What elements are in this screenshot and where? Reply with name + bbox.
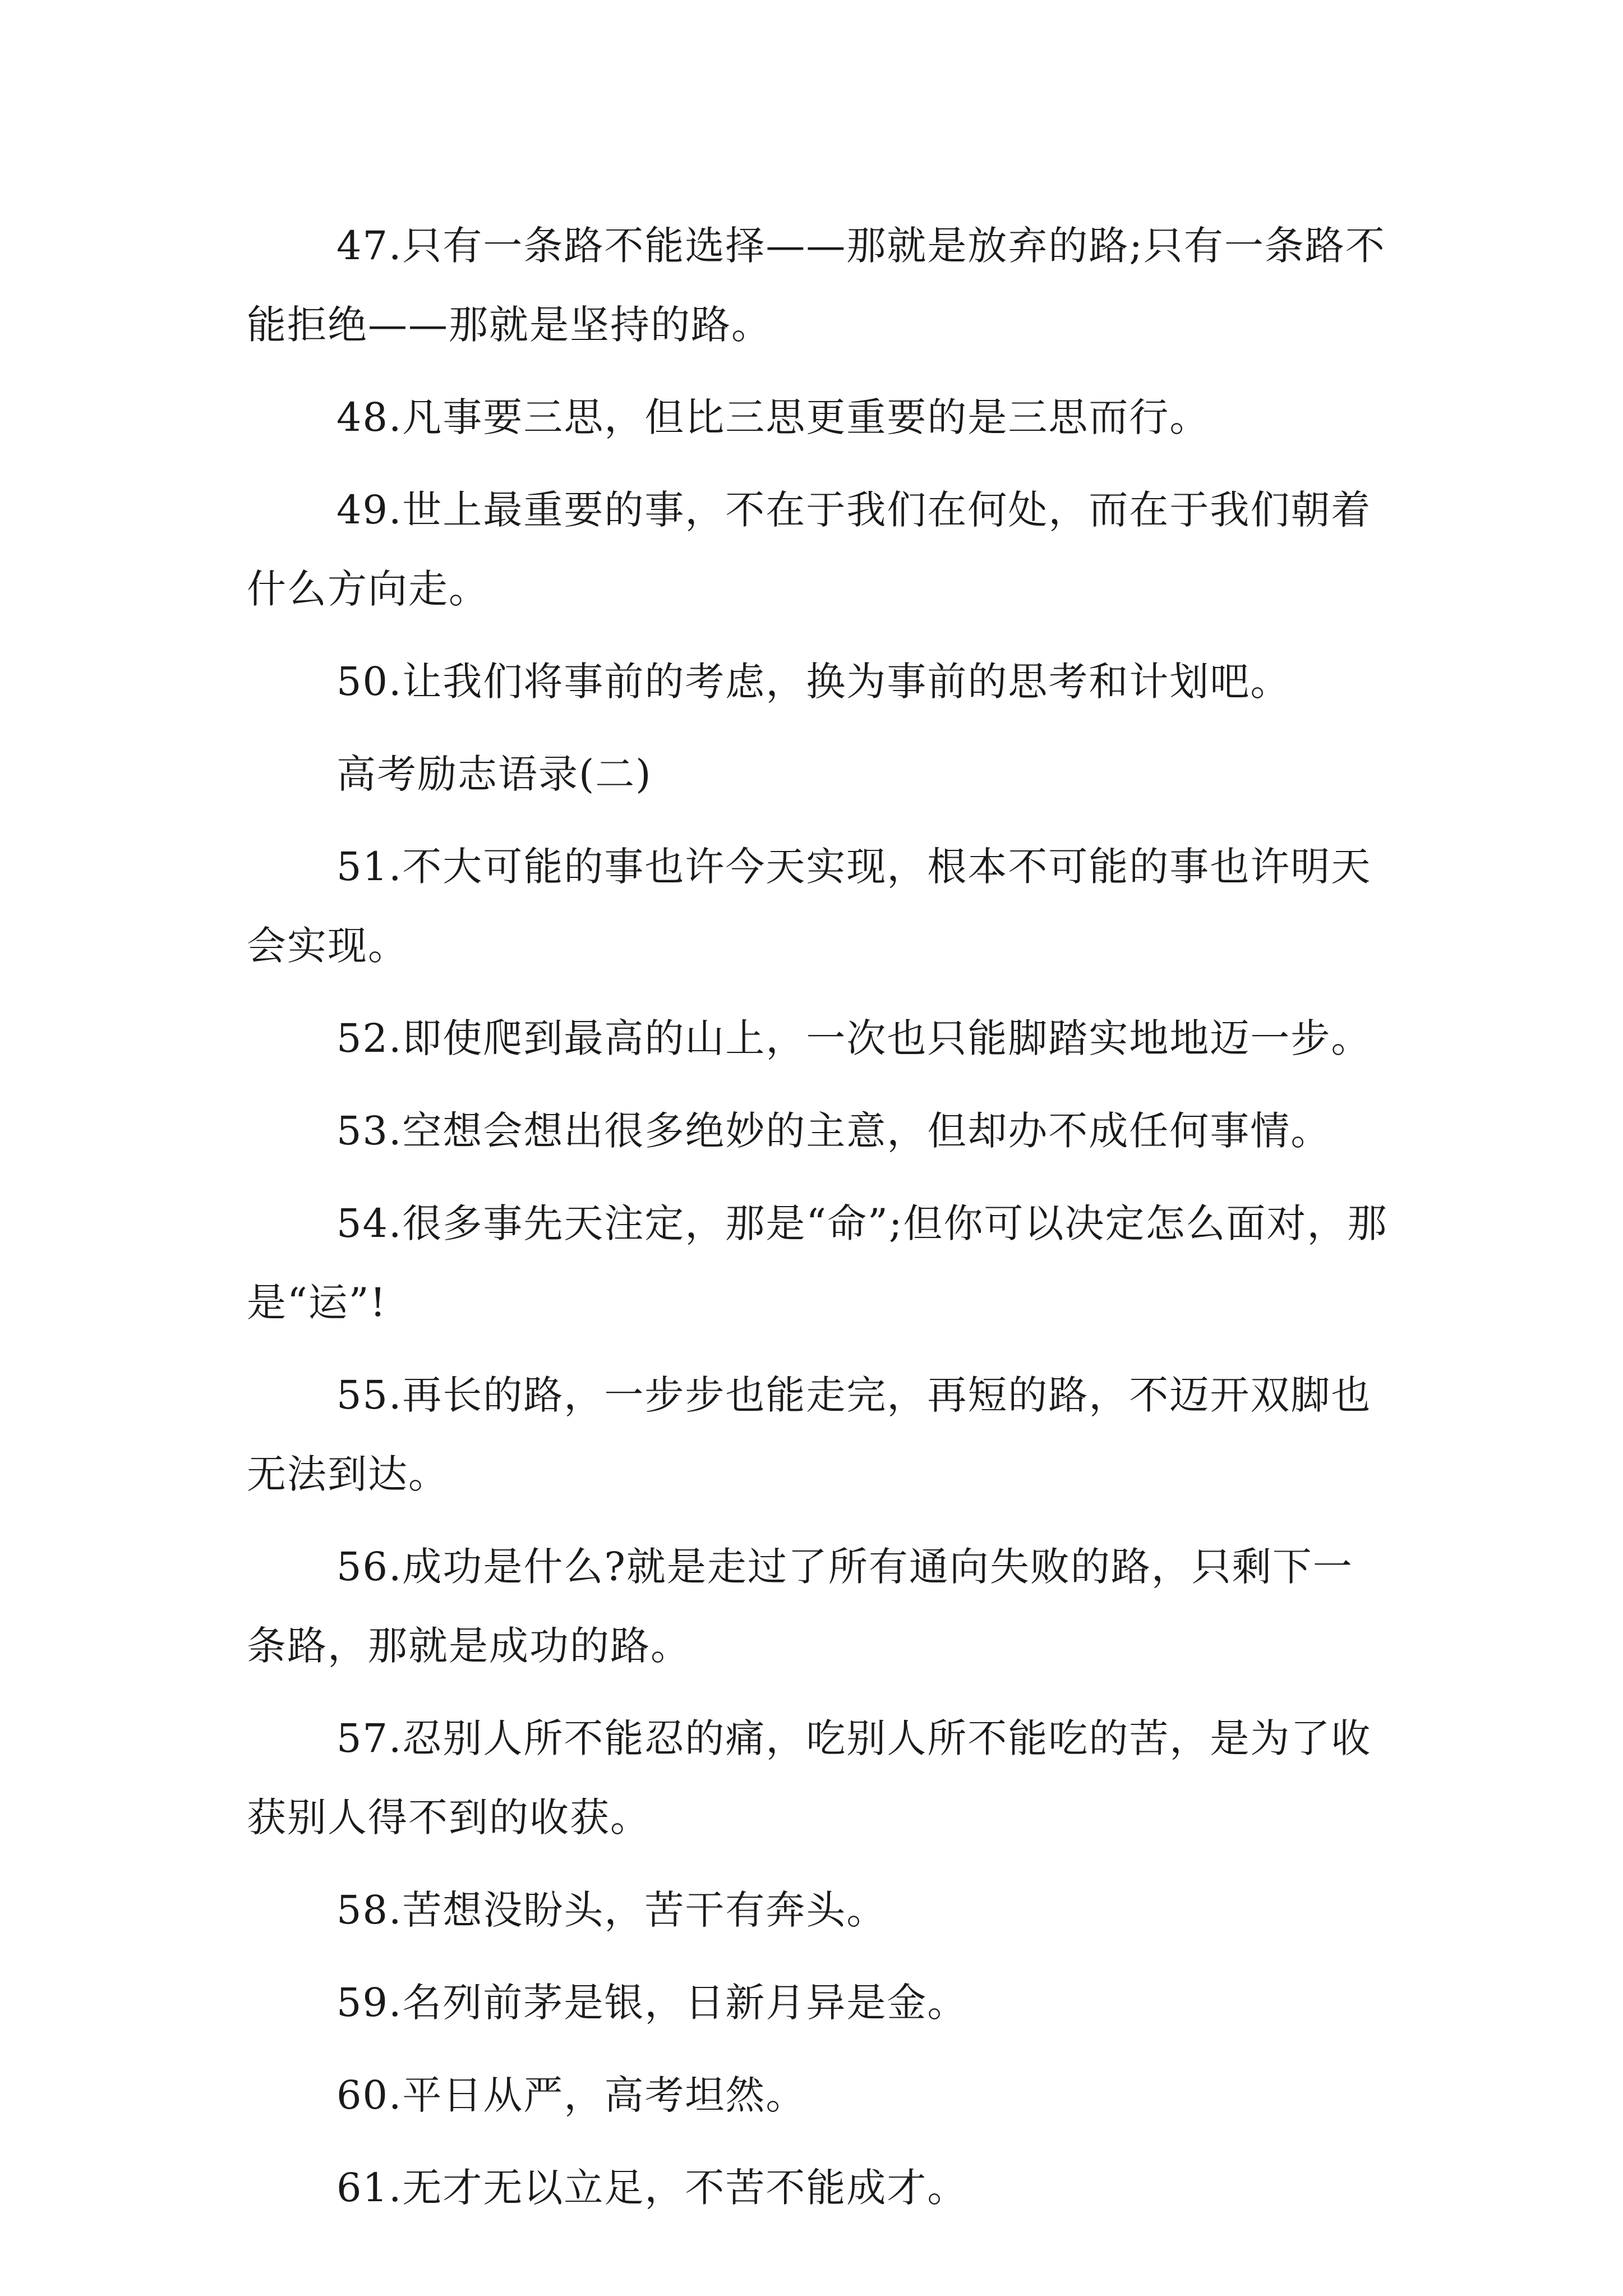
- paragraph-quote-52: 52.即使爬到最高的山上，一次也只能脚踏实地地迈一步。: [336, 1015, 1372, 1061]
- paragraph-quote-54: 54.很多事先天注定，那是“命”;但你可以决定怎么面对，那是“运”!: [247, 1200, 1388, 1326]
- paragraph-quote-57: 57.忍别人所不能忍的痛，吃别人所不能吃的苦，是为了收获别人得不到的收获。: [247, 1715, 1372, 1841]
- section-heading: 高考励志语录(二): [336, 751, 652, 797]
- paragraph-quote-61: 61.无才无以立足，不苦不能成才。: [336, 2165, 968, 2211]
- paragraph-quote-55: 55.再长的路，一步步也能走完，再短的路，不迈开双脚也无法到达。: [247, 1372, 1372, 1497]
- paragraph-quote-59: 59.名列前茅是银，日新月异是金。: [336, 1980, 968, 2026]
- paragraph-quote-48: 48.凡事要三思，但比三思更重要的是三思而行。: [336, 394, 1210, 440]
- paragraph-quote-60: 60.平日从严，高考坦然。: [336, 2072, 806, 2118]
- paragraph-quote-51: 51.不大可能的事也许今天实现，根本不可能的事也许明天会实现。: [247, 844, 1372, 969]
- paragraph-quote-56: 56.成功是什么?就是走过了所有通向失败的路，只剩下一条路，那就是成功的路。: [247, 1544, 1353, 1669]
- paragraph-quote-47: 47.只有一条路不能选择——那就是放弃的路;只有一条路不能拒绝——那就是坚持的路。: [247, 223, 1386, 348]
- paragraph-quote-50: 50.让我们将事前的考虑，换为事前的思考和计划吧。: [336, 659, 1291, 705]
- document-body: [247, 206, 1391, 2241]
- paragraph-quote-49: 49.世上最重要的事，不在于我们在何处，而在于我们朝着什么方向走。: [247, 487, 1372, 612]
- paragraph-quote-58: 58.苦想没盼头，苦干有奔头。: [336, 1887, 887, 1933]
- paragraph-quote-53: 53.空想会想出很多绝妙的主意，但却办不成任何事情。: [336, 1108, 1331, 1154]
